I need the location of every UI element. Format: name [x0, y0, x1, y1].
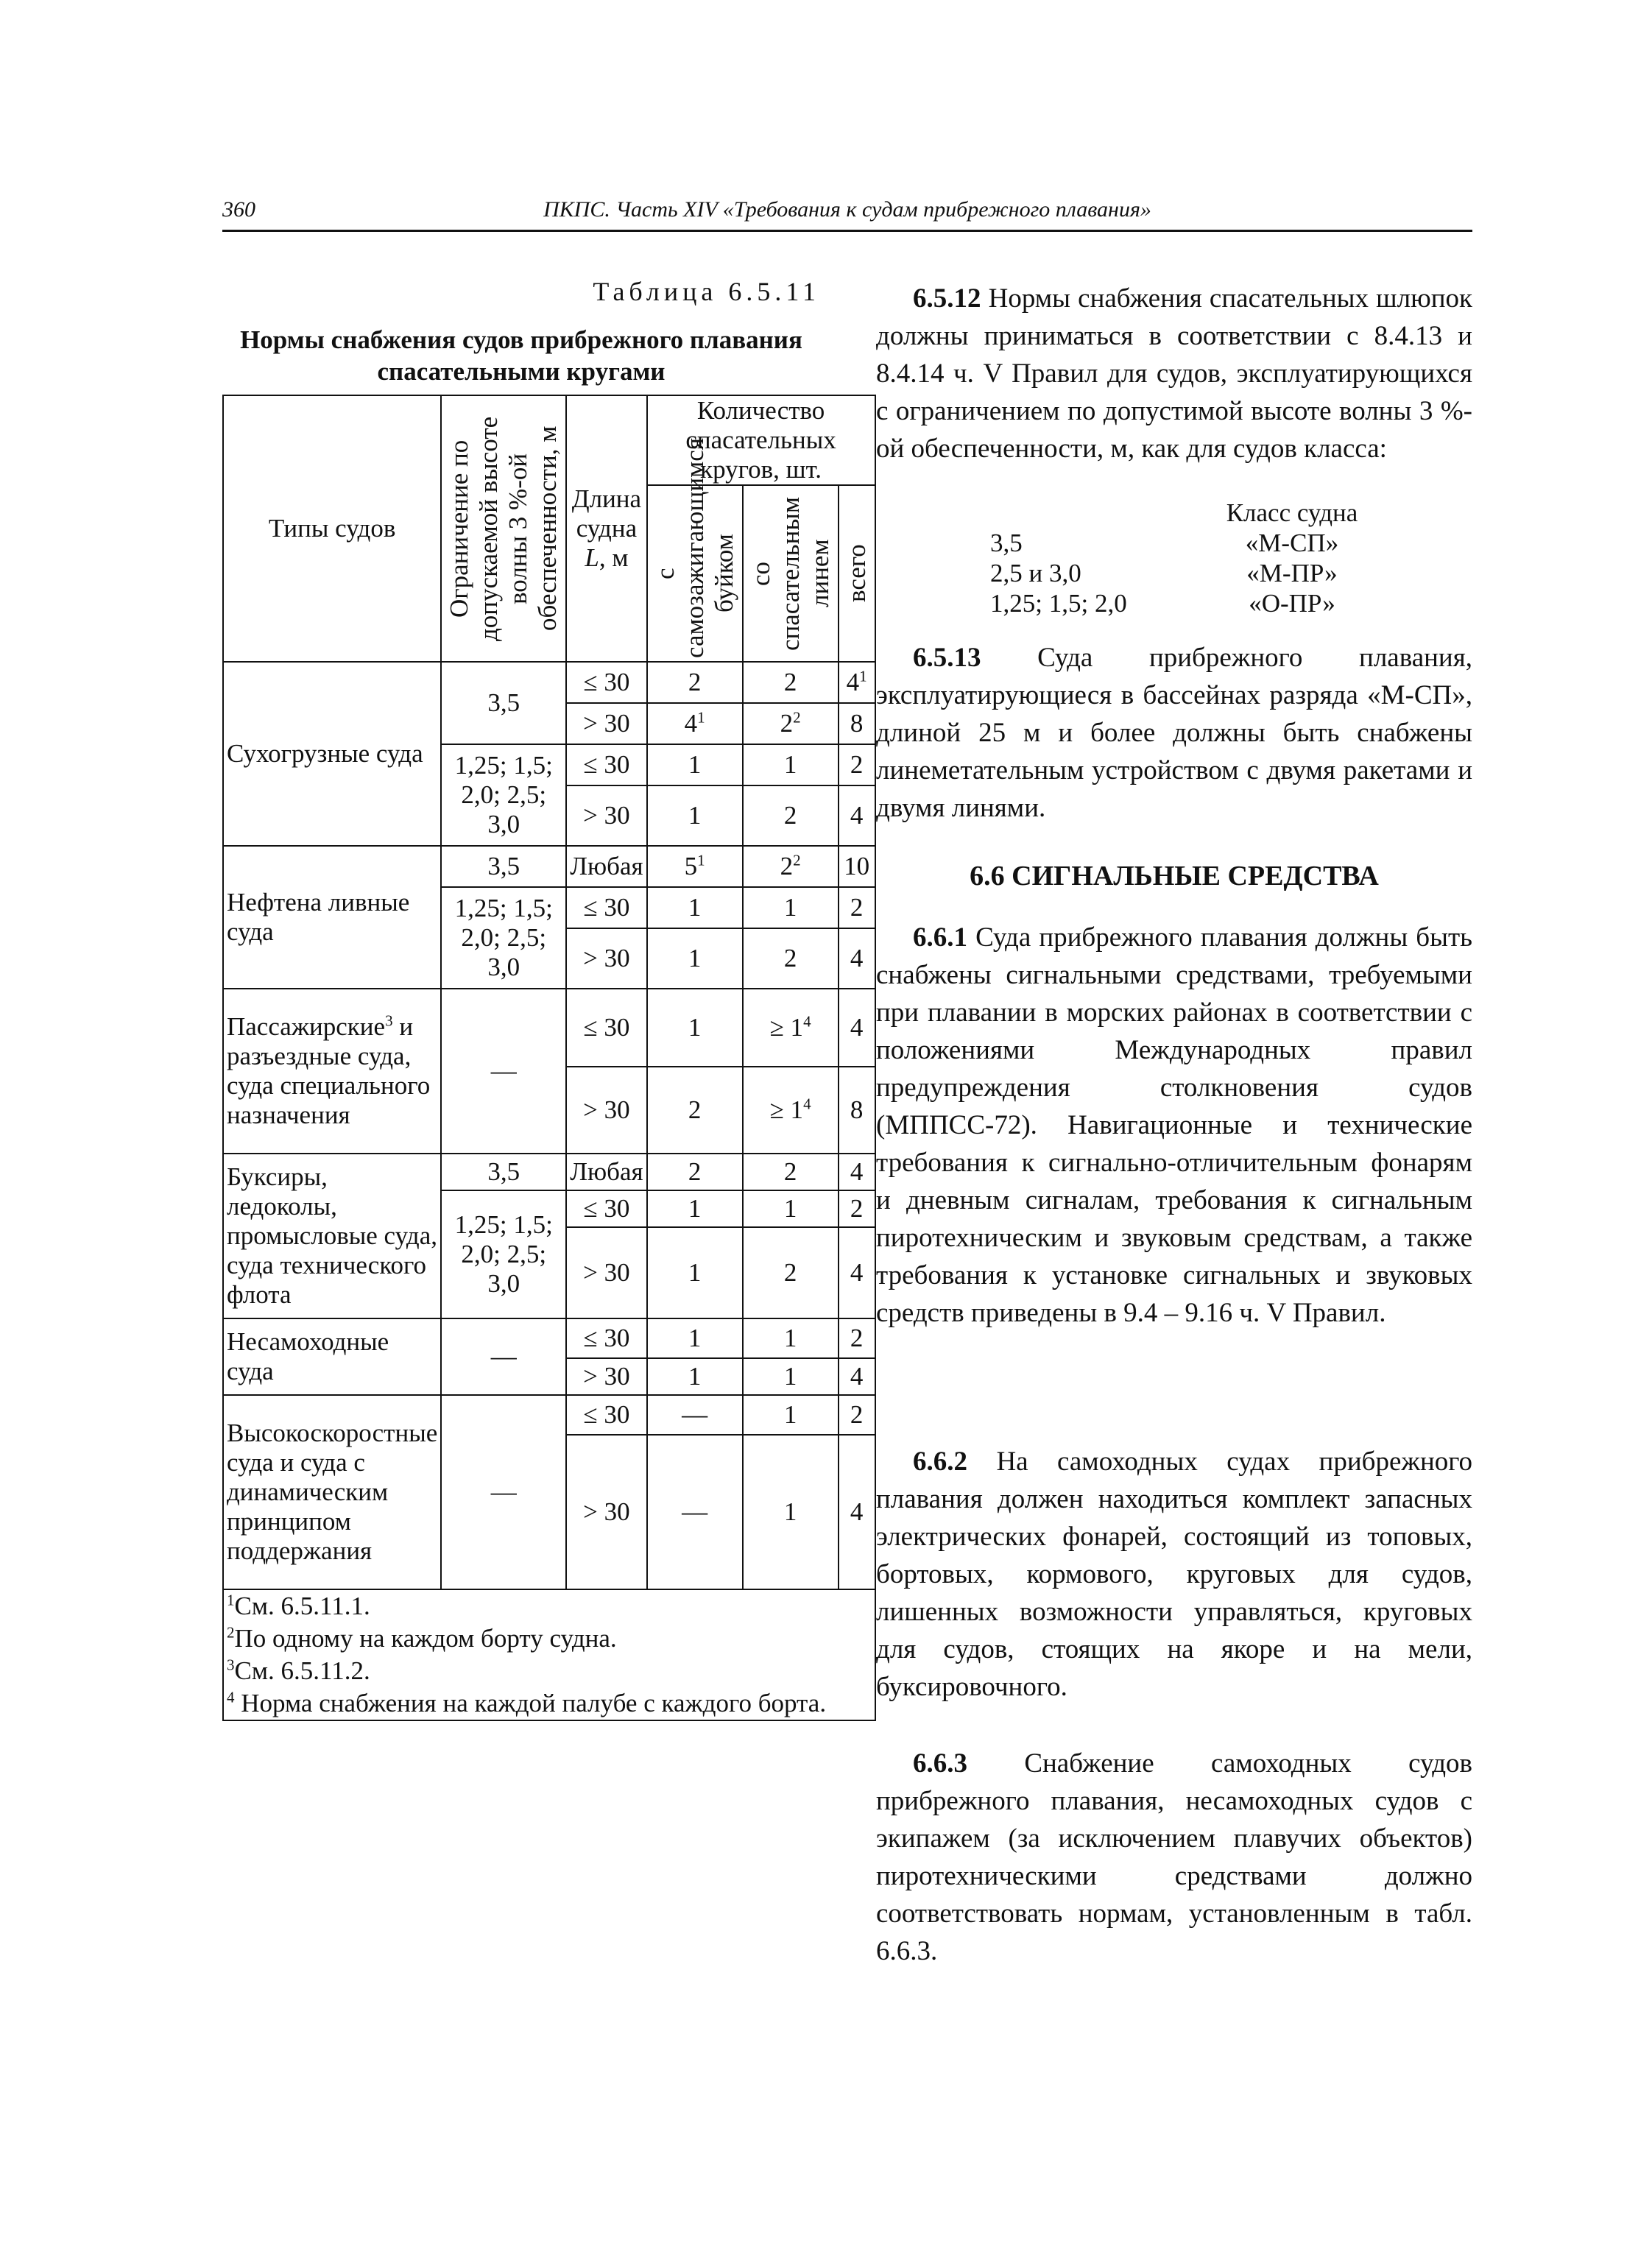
restriction-cell: — — [441, 1395, 566, 1589]
paragraph-6-6-1 — [876, 919, 1472, 1332]
page-header — [222, 197, 1472, 232]
header-total-text: всего — [841, 544, 871, 603]
qty-with-line — [743, 989, 839, 1067]
qty-self-igniting: 1 — [647, 1227, 743, 1318]
restriction-cell: 1,25; 1,5; 2,0; 2,5; 3,0 — [441, 887, 566, 989]
qty-with-line: 1 — [743, 1395, 839, 1435]
qty-value: 2 — [780, 852, 794, 880]
header-length — [566, 395, 646, 662]
qty-self-igniting: — — [647, 1395, 743, 1435]
qty-total: 4 — [839, 1435, 875, 1589]
qty-self-igniting: 1 — [647, 1318, 743, 1358]
page-number: 360 — [222, 197, 255, 222]
qty-total: 4 — [839, 1154, 875, 1190]
qty-total: 8 — [839, 1067, 875, 1154]
table-row — [223, 1395, 875, 1435]
restriction-cell: — — [441, 1318, 566, 1395]
table-row — [223, 662, 875, 703]
header-restriction — [441, 395, 566, 662]
class-row — [990, 528, 1402, 558]
restriction-cell: 3,5 — [441, 846, 566, 887]
length-cell: > 30 — [566, 1435, 646, 1589]
qty-self-igniting: 1 — [647, 785, 743, 846]
length-cell: > 30 — [566, 1358, 646, 1395]
group-passenger — [223, 989, 441, 1154]
footnote — [227, 1590, 872, 1622]
class-row — [990, 558, 1402, 588]
qty-self-igniting: 1 — [647, 887, 743, 928]
qty-with-line: 1 — [743, 744, 839, 785]
vessel-class: «О-ПР» — [1249, 589, 1335, 618]
footnote-mark: 1 — [697, 708, 705, 727]
qty-with-line: 1 — [743, 1358, 839, 1395]
qty-total: 2 — [839, 1395, 875, 1435]
length-cell: Любая — [566, 1154, 646, 1190]
length-cell: > 30 — [566, 785, 646, 846]
wave-height: 3,5 — [990, 529, 1023, 557]
qty-total: 10 — [839, 846, 875, 887]
footnote-mark: 3 — [385, 1011, 393, 1030]
qty-with-line: 1 — [743, 1435, 839, 1589]
paragraph-text: На самоходных судах прибрежного плавания должен находиться комплект запасных электрических фонарей, состоящий из топовых, бортовых, кормового, круговых для судов, лишенных возможности управляться, круговых для судов, стоящих на якоре и на мели, буксировочного. — [876, 1447, 1472, 1702]
qty-total: 2 — [839, 1190, 875, 1227]
qty-with-line: 2 — [743, 1227, 839, 1318]
qty-with-line: 1 — [743, 1318, 839, 1358]
qty-total: 4 — [839, 785, 875, 846]
footnote-mark: 2 — [793, 708, 801, 727]
footnote-number: 2 — [227, 1623, 235, 1642]
qty-with-line: 2 — [743, 662, 839, 703]
paragraph-text: Нормы снабжения спасательных шлюпок должны приниматься в соответствии с 8.4.13 и 8.4.14 ч. V Правил для судов, эксплуатирующихся с ограничением по допустимой высоте волны 3 %-ой обеспеченности, м, как для судов класса: — [876, 283, 1472, 464]
qty-self-igniting: 1 — [647, 744, 743, 785]
length-cell: ≤ 30 — [566, 887, 646, 928]
header-quantity: Количество спасательных кругов, шт. — [647, 395, 875, 485]
footnote-mark: 1 — [859, 667, 867, 685]
group-passenger-name: Пассажирские — [227, 1012, 386, 1041]
header-total — [839, 485, 875, 662]
qty-with-line: 1 — [743, 1190, 839, 1227]
paragraph-6-6-2 — [876, 1443, 1472, 1706]
class-row — [990, 588, 1402, 618]
qty-value: ≥ 1 — [769, 1013, 804, 1042]
footnote — [227, 1622, 872, 1655]
qty-value: 5 — [684, 852, 698, 880]
qty-total: 4 — [839, 1358, 875, 1395]
header-with-line-text: со спасательным линем — [746, 496, 834, 651]
footnote-number: 1 — [227, 1591, 235, 1609]
paragraph-text: Суда прибрежного плавания, эксплуатирующиеся в бассейнах разряда «М-СП», длиной 25 м и более должны быть снабжены линеметательным устройством с двумя ракетами и двумя линями. — [876, 643, 1473, 823]
table-caption: Таблица 6.5.11 — [593, 277, 820, 306]
footnote-number: 3 — [227, 1656, 235, 1674]
footnote-mark: 2 — [793, 851, 801, 869]
qty-total: 2 — [839, 1318, 875, 1358]
footnote-mark: 4 — [803, 1012, 811, 1031]
header-length-unit: , м — [599, 543, 629, 572]
qty-total: 4 — [839, 928, 875, 989]
class-header: Класс судна — [1226, 498, 1358, 527]
qty-self-igniting: 1 — [647, 989, 743, 1067]
group-high-speed: Высокоскоростные суда и суда с динамическим принципом поддержания — [223, 1395, 441, 1589]
qty-with-line: 1 — [743, 887, 839, 928]
qty-total: 2 — [839, 887, 875, 928]
qty-self-igniting: 1 — [647, 1358, 743, 1395]
qty-self-igniting: 2 — [647, 662, 743, 703]
qty-with-line — [743, 1067, 839, 1154]
group-non-self-propelled: Несамоходные суда — [223, 1318, 441, 1395]
length-cell: ≤ 30 — [566, 1318, 646, 1358]
footnote-mark: 1 — [697, 851, 705, 869]
paragraph-6-6-3 — [876, 1745, 1472, 1970]
restriction-cell: — — [441, 989, 566, 1154]
wave-height: 1,25; 1,5; 2,0 — [990, 589, 1127, 618]
running-title: ПКПС. Часть XIV «Требования к судам прибрежного плавания» — [543, 197, 1151, 222]
footnotes-cell — [223, 1589, 875, 1720]
paragraph-6-5-13 — [876, 639, 1472, 827]
qty-with-line: 2 — [743, 928, 839, 989]
footnote — [227, 1655, 872, 1687]
qty-self-igniting: 2 — [647, 1067, 743, 1154]
header-self-igniting-text: с самозажигающимся буйком — [650, 438, 738, 658]
length-cell: ≤ 30 — [566, 989, 646, 1067]
qty-with-line: 2 — [743, 1154, 839, 1190]
qty-value: 2 — [780, 709, 794, 738]
qty-total-value: 4 — [846, 668, 860, 696]
norms-table — [222, 395, 876, 1721]
footnote-text: См. 6.5.11.2. — [234, 1656, 370, 1685]
qty-self-igniting: 1 — [647, 928, 743, 989]
header-length-symbol: L — [585, 543, 599, 572]
qty-value: 4 — [684, 709, 698, 738]
table-row — [223, 1154, 875, 1190]
header-with-line — [743, 485, 839, 662]
group-passenger-name-rest: и разъездные суда, суда специального назначения — [227, 1012, 431, 1129]
length-cell: > 30 — [566, 1227, 646, 1318]
length-cell: Любая — [566, 846, 646, 887]
paragraph-number: 6.6.3 — [913, 1748, 967, 1779]
paragraph-6-5-12 — [876, 280, 1472, 467]
footnote — [227, 1687, 872, 1720]
group-oil-tankers: Нефтена ливные суда — [223, 846, 441, 989]
table-title: Нормы снабжения судов прибрежного плавания спасательными кругами — [240, 325, 802, 386]
restriction-cell: 3,5 — [441, 662, 566, 744]
paragraph-text: Суда прибрежного плавания должны быть снабжены сигнальными средствами, требуемыми при плавании в морских районах в соответствии с положениями Международных правил предупреждения столкновения судов (МППСС-72). Навигационные и технические требования к сигнально-отличительным фонарям и дневным сигналам, требования к сигнальным пиротехническим и звуковым средствам, а также требования к установке сигнальных и звуковых средств приведены в 9.4 – 9.16 ч. V Правил. — [876, 922, 1472, 1328]
qty-value: ≥ 1 — [769, 1095, 804, 1124]
footnote-mark: 4 — [803, 1095, 811, 1113]
qty-with-line — [743, 846, 839, 887]
qty-total — [839, 662, 875, 703]
restriction-cell: 3,5 — [441, 1154, 566, 1190]
vessel-class: «М-ПР» — [1246, 559, 1338, 587]
wave-height: 2,5 и 3,0 — [990, 559, 1081, 587]
table-row — [223, 1318, 875, 1358]
qty-self-igniting — [647, 846, 743, 887]
table-footnotes — [223, 1589, 875, 1720]
header-self-igniting — [647, 438, 743, 662]
qty-total: 8 — [839, 703, 875, 744]
qty-with-line: 2 — [743, 785, 839, 846]
qty-self-igniting: 2 — [647, 1154, 743, 1190]
paragraph-number: 6.6.1 — [913, 922, 967, 953]
qty-total: 4 — [839, 1227, 875, 1318]
qty-self-igniting — [647, 703, 743, 744]
footnote-number: 4 — [227, 1688, 235, 1706]
qty-with-line — [743, 703, 839, 744]
length-cell: ≤ 30 — [566, 744, 646, 785]
qty-total: 4 — [839, 989, 875, 1067]
paragraph-number: 6.5.13 — [913, 643, 981, 673]
length-cell: > 30 — [566, 928, 646, 989]
qty-self-igniting: 1 — [647, 1190, 743, 1227]
restriction-cell: 1,25; 1,5; 2,0; 2,5; 3,0 — [441, 1190, 566, 1318]
length-cell: ≤ 30 — [566, 1190, 646, 1227]
paragraph-number: 6.6.2 — [913, 1447, 967, 1477]
group-tugs: Буксиры, ледоколы, промысловые суда, суда технического флота — [223, 1154, 441, 1318]
qty-total: 2 — [839, 744, 875, 785]
footnote-text: По одному на каждом борту судна. — [234, 1624, 617, 1653]
paragraph-text: Снабжение самоходных судов прибрежного плавания, несамоходных судов с экипажем (за исключением плавучих объектов) пиротехническими средствами должно соответствовать нормам, установленным в табл. 6.6.3. — [876, 1748, 1473, 1966]
length-cell: > 30 — [566, 1067, 646, 1154]
qty-self-igniting: — — [647, 1435, 743, 1589]
header-length-text: Длина судна — [571, 484, 642, 543]
length-cell: ≤ 30 — [566, 1395, 646, 1435]
header-restriction-text: Ограничение по допускаемой высоте волны 3 %-ой обеспеченности, м — [445, 416, 562, 641]
table-row — [223, 846, 875, 887]
group-dry-cargo: Сухогрузные суда — [223, 662, 441, 846]
vessel-class: «М-СП» — [1245, 529, 1339, 557]
footnote-text: Норма снабжения на каждой палубе с каждого борта. — [241, 1689, 827, 1717]
vessel-class-table — [990, 498, 1402, 618]
section-heading: 6.6 СИГНАЛЬНЫЕ СРЕДСТВА — [970, 861, 1379, 891]
paragraph-number: 6.5.12 — [913, 283, 981, 314]
restriction-cell: 1,25; 1,5; 2,0; 2,5; 3,0 — [441, 744, 566, 846]
footnote-text: См. 6.5.11.1. — [234, 1592, 370, 1620]
length-cell: > 30 — [566, 703, 646, 744]
length-cell: ≤ 30 — [566, 662, 646, 703]
table-row — [223, 989, 875, 1067]
header-types: Типы судов — [223, 395, 441, 662]
